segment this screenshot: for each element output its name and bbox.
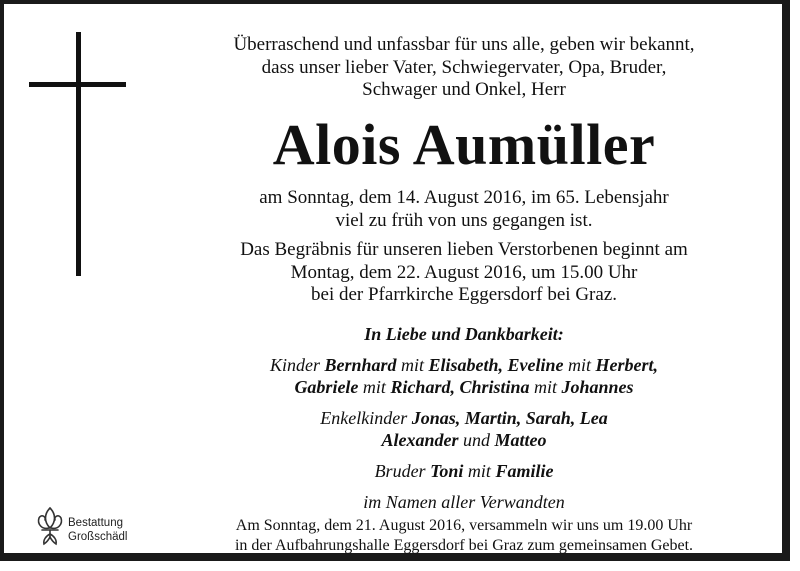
cross-horizontal-bar <box>29 82 126 87</box>
spouse-name: Herbert, <box>595 355 659 375</box>
child-name: Bernhard <box>324 355 397 375</box>
children-line-1 <box>204 354 724 376</box>
connector-word: mit <box>534 377 558 397</box>
connector-word: mit <box>401 355 425 375</box>
connector-word: mit <box>362 377 386 397</box>
logo-line-1: Bestattung <box>68 517 123 529</box>
grandchild-name: Matteo <box>494 430 547 450</box>
prayer-line: Am Sonntag, dem 21. August 2016, versammeln wir uns um 19.00 Uhr <box>235 517 693 534</box>
grandchild-name: Alexander <box>381 430 459 450</box>
spouse-name: Elisabeth, <box>428 355 504 375</box>
intro-line: Überraschend und unfassbar für uns alle, geben wir bekannt, <box>233 34 695 55</box>
death-line: am Sonntag, dem 14. August 2016, im 65. Lebensjahr <box>259 187 669 208</box>
connector-word: mit <box>467 461 491 481</box>
brother-family: Familie <box>495 461 554 481</box>
grandchildren-label: Enkelkinder <box>320 408 408 428</box>
intro-line: Schwager und Onkel, Herr <box>362 79 566 100</box>
logo-line-2: Großschädl <box>68 531 128 543</box>
children-label: Kinder <box>269 355 320 375</box>
funeral-text <box>204 239 724 307</box>
children-line-2 <box>204 376 724 398</box>
relatives-line: im Namen aller Verwandten <box>363 492 565 512</box>
mourners-list <box>204 323 724 513</box>
grandchildren-line-1 <box>204 407 724 429</box>
funeral-line: Montag, dem 22. August 2016, um 15.00 Uhr <box>290 261 638 283</box>
logo-text <box>68 516 127 544</box>
death-text <box>204 187 724 232</box>
brother-line <box>204 460 724 482</box>
brother-name: Toni <box>430 461 464 481</box>
spouse-name: Johannes <box>561 377 634 397</box>
prayer-line: in der Aufbahrungshalle Eggersdorf bei Graz zum gemeinsamen Gebet. <box>234 537 694 554</box>
grandchildren-line-2 <box>204 429 724 451</box>
death-line: viel zu früh von uns gegangen ist. <box>335 209 593 231</box>
child-name: Christina <box>459 377 530 397</box>
funeral-line: Das Begräbnis für unseren lieben Verstorbenen beginnt am <box>240 239 688 260</box>
intro-text <box>204 34 724 102</box>
deceased-name: Alois Aumüller <box>272 112 656 177</box>
grandchildren-names: Jonas, Martin, Sarah, Lea <box>411 408 608 428</box>
brother-label: Bruder <box>374 461 426 481</box>
cross-vertical-bar <box>76 32 81 276</box>
connector-word: und <box>463 430 490 450</box>
funeral-home-logo <box>34 504 154 554</box>
child-name: Gabriele <box>294 377 359 397</box>
funeral-line: bei der Pfarrkirche Eggersdorf bei Graz. <box>311 284 617 305</box>
fleur-de-lis-icon <box>34 504 66 548</box>
child-name: Eveline <box>507 355 564 375</box>
prayer-text <box>204 516 724 556</box>
intro-line: dass unser lieber Vater, Schwiegervater, Opa, Bruder, <box>261 56 667 78</box>
mourners-heading: In Liebe und Dankbarkeit: <box>364 324 564 344</box>
spouse-name: Richard, <box>390 377 455 397</box>
connector-word: mit <box>568 355 592 375</box>
